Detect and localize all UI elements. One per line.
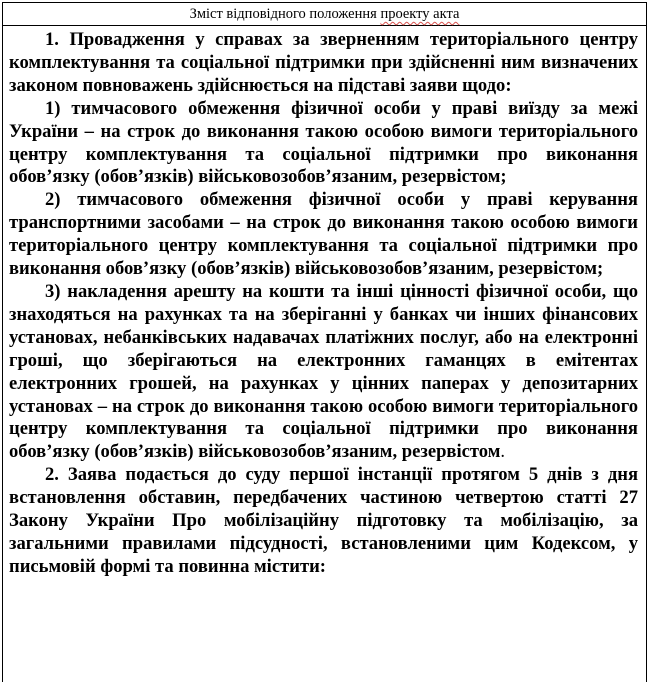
paragraph-1-1: 1) тимчасового обмеження фізичної особи у праві виїзду за межі України – на строк до виконання такою особою вимоги територіального центру комплектування та соціальної підтримки про виконання обов’язку (обов’язків) військовозобов’язаним, резервістом;: [9, 97, 638, 188]
document-body: [3, 26, 646, 579]
paragraph-1-3-end: .: [500, 441, 506, 463]
paragraph-1-2: 2) тимчасового обмеження фізичної особи у праві керування транспортними засобами – на строк до виконання такою особою вимоги територіального центру комплектування та соціальної підтримки про виконання обов’язку (обов’язків) військовозобов’язаним, резервістом;: [9, 189, 638, 280]
table-header: [3, 3, 646, 26]
header-title-underlined: проекту акта: [380, 6, 460, 22]
paragraph-2: 2. Заява подається до суду першої інстанції протягом 5 днів з дня встановлення обставин, передбачених частиною четвертою статті 27 Закону України Про мобілізаційну підготовку та мобілізацію, за загальними правилами підсудності, встановленими цим Кодексом, у письмовій формі та повинна містити:: [9, 464, 638, 577]
header-title-prefix: Зміст відповідного положення: [189, 6, 381, 22]
paragraph-1-3-text: 3) накладення арешту на кошти та інші цінності фізичної особи, що знаходяться на рахунках та на зберіганні у банках чи інших фінансових установах, небанківських надавачах платіжних послуг, або на електронні гроші, що зберігаються на електронних гаманцях в емітентах електронних грошей, на рахунках у цінних паперах у депозитарних установах – на строк до виконання такою особою вимоги територіального центру комплектування та соціальної підтримки про виконання обов’язку (обов’язків) військовозобов’язаним, резервістом: [9, 280, 638, 463]
document-table-cell: [2, 2, 647, 682]
paragraph-1: 1. Провадження у справах за зверненням територіального центру комплектування та соціальної підтримки при здійсненні ним визначених законом повноважень здійснюється на підставі заяви щодо:: [9, 29, 638, 96]
paragraph-1-3: [9, 281, 638, 464]
